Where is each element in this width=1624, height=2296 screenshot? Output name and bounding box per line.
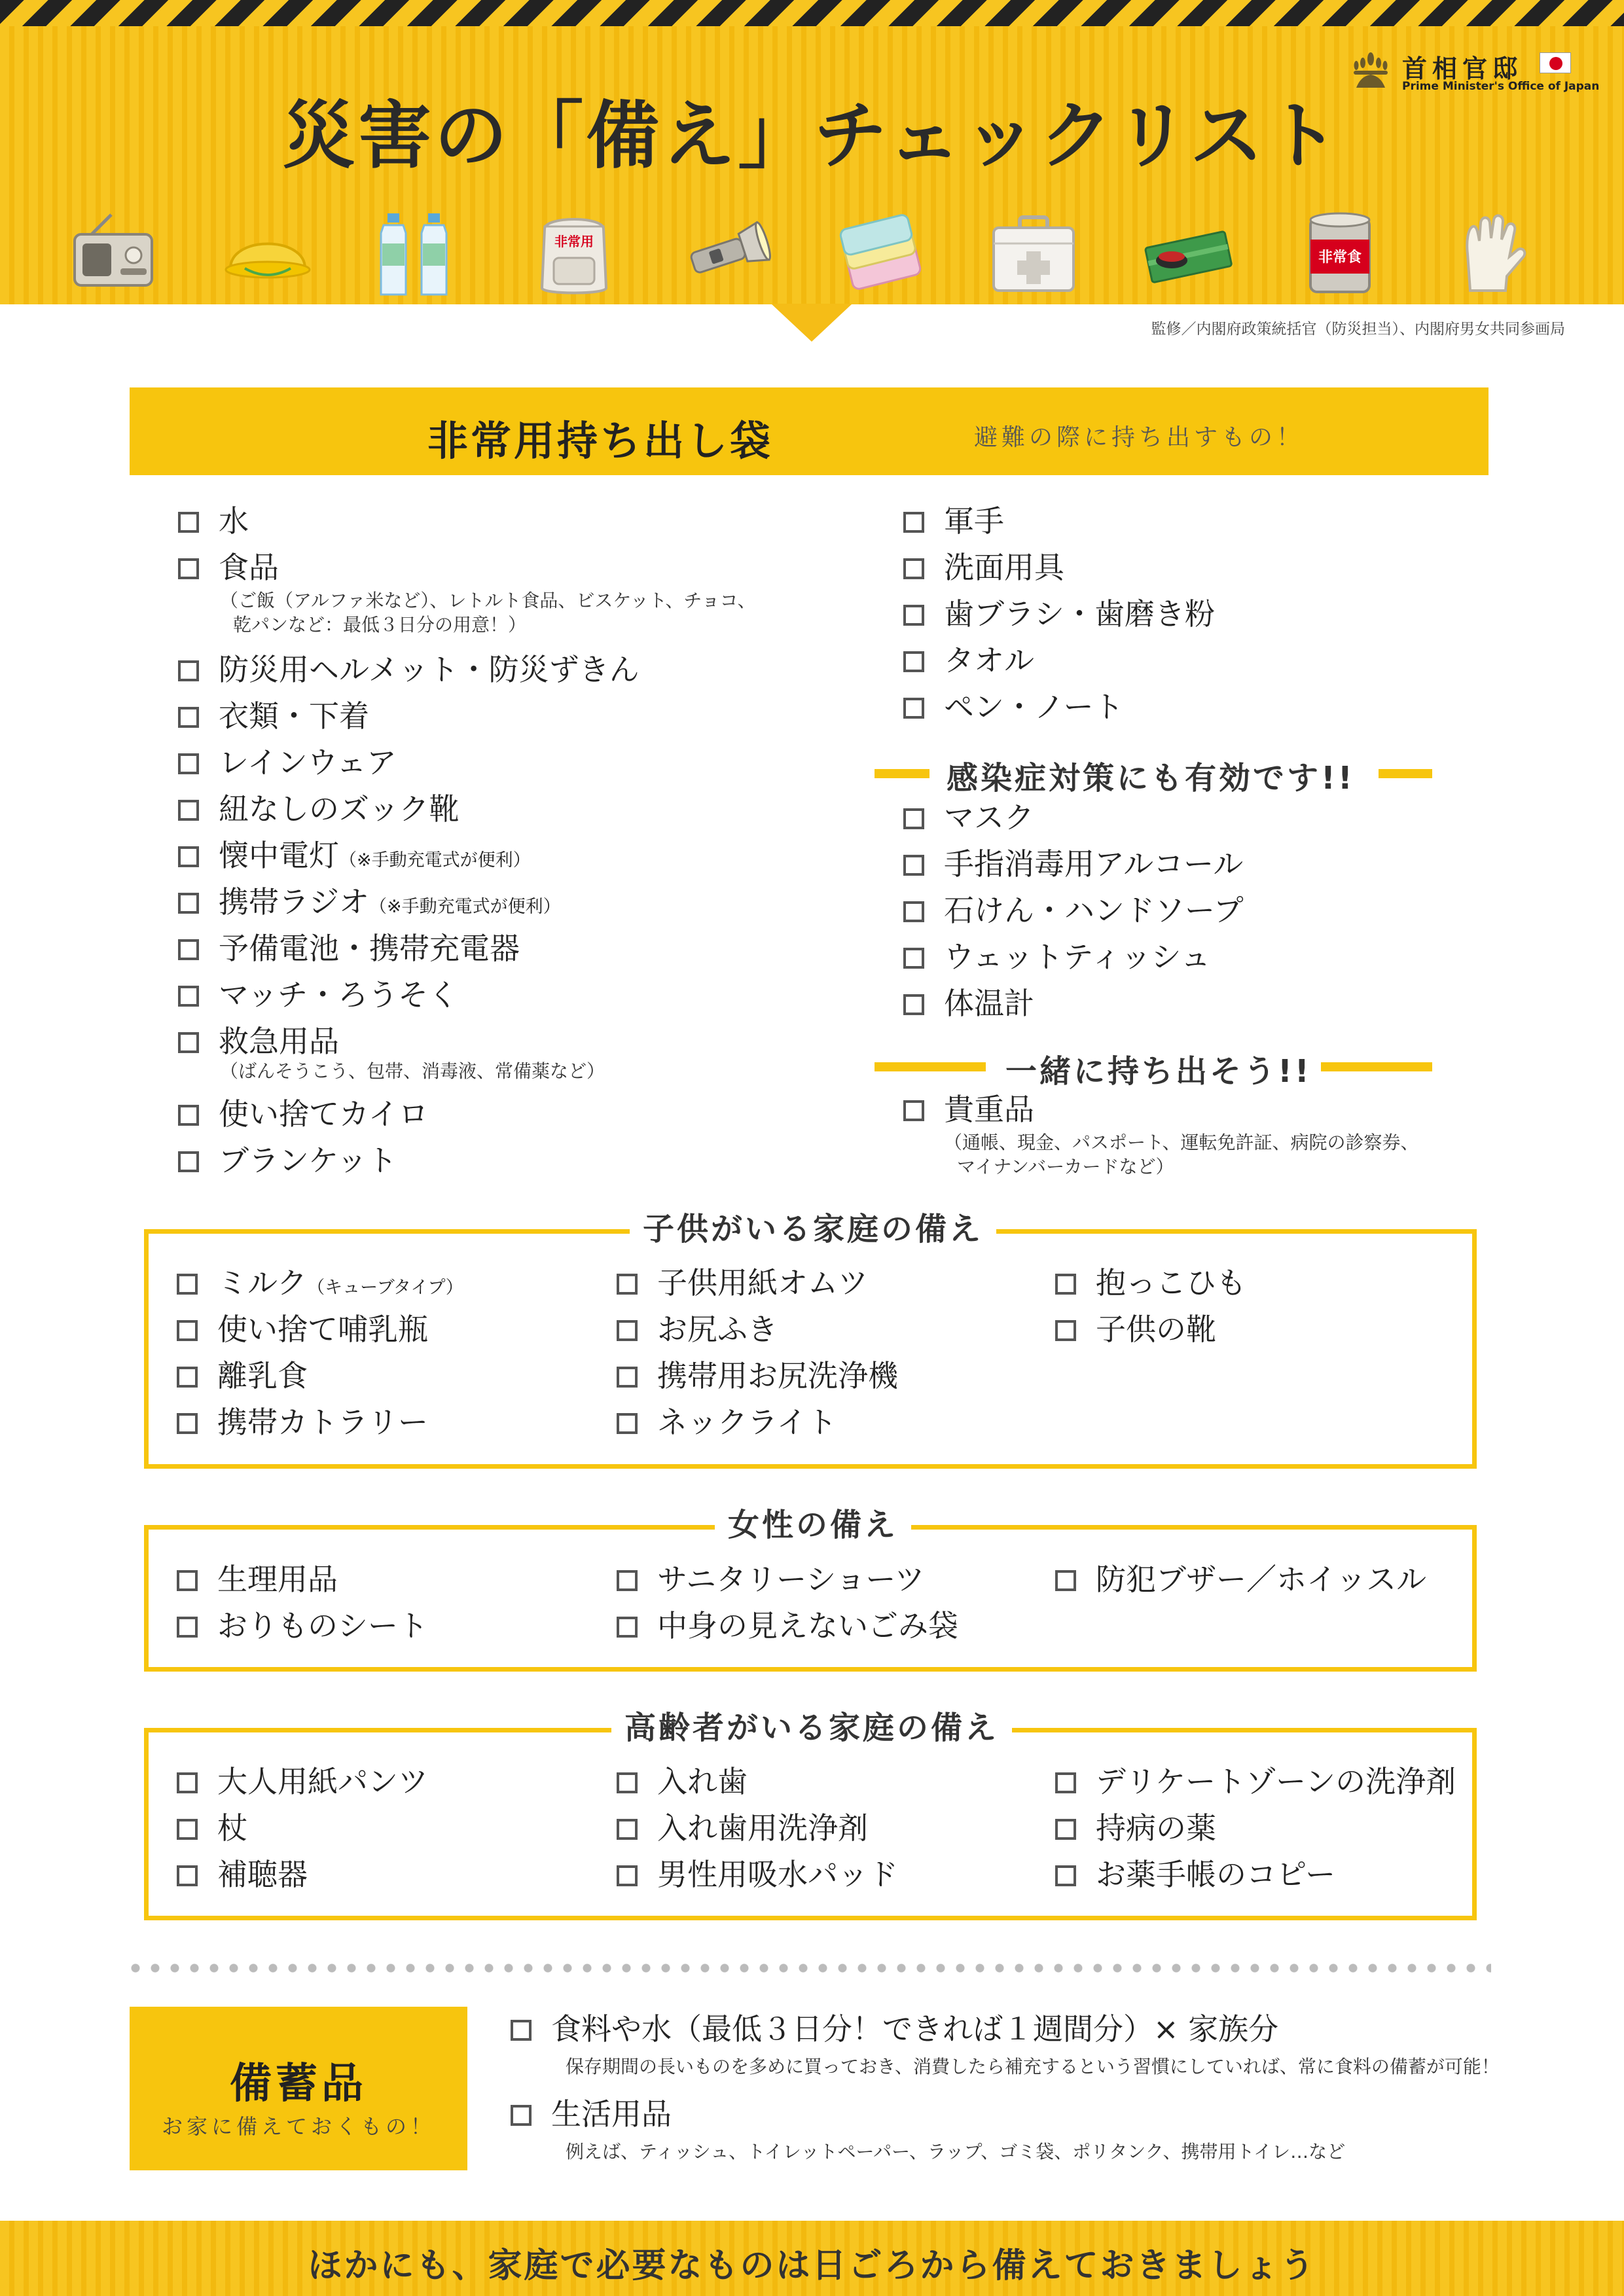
checkbox[interactable] — [178, 1032, 199, 1053]
radio-icon — [65, 203, 164, 301]
checkbox[interactable] — [617, 1367, 638, 1388]
checkbox[interactable] — [617, 1865, 638, 1886]
checkbox[interactable] — [617, 1772, 638, 1793]
work-gloves-icon — [1444, 203, 1542, 301]
emergency-backpack-icon — [525, 203, 623, 301]
checkbox[interactable] — [178, 893, 199, 914]
women-section-title: 女性の備え — [715, 1505, 911, 1545]
checkbox[interactable] — [903, 605, 924, 626]
dotted-divider — [126, 1964, 1491, 1973]
checkbox[interactable] — [617, 1274, 638, 1295]
checkbox[interactable] — [178, 512, 199, 533]
checkbox[interactable] — [178, 939, 199, 960]
flashlight-icon — [678, 203, 776, 301]
checkbox[interactable] — [903, 698, 924, 719]
supply-icons-row — [65, 203, 1558, 301]
checkbox[interactable] — [177, 1367, 198, 1388]
checkbox[interactable] — [1055, 1320, 1076, 1341]
can-label: 非常食 — [1318, 249, 1362, 266]
infection-subheader — [875, 753, 1432, 797]
emergency-bag-header — [130, 387, 1489, 475]
item-note: 乾パンなど：最低３日分の用意！） — [233, 614, 527, 636]
canned-food-icon — [1291, 203, 1389, 301]
stamp-and-bankbook-icon — [1138, 203, 1236, 301]
checkbox[interactable] — [903, 901, 924, 922]
checkbox[interactable] — [177, 1772, 198, 1793]
water-bottles-icon — [372, 203, 470, 301]
item-note: （通帳、現金、パスポート、運転免許証、病院の診察券、 — [944, 1132, 1419, 1153]
checkbox[interactable] — [903, 651, 924, 672]
checkbox[interactable] — [1055, 1819, 1076, 1840]
checkbox[interactable] — [177, 1413, 198, 1434]
supervision-credit: 監修／内閣府政策統括官（防災担当）、内閣府男女共同参画局 — [1151, 321, 1565, 338]
checkbox[interactable] — [1055, 1570, 1076, 1591]
checkbox[interactable] — [903, 512, 924, 533]
checkbox[interactable] — [177, 1819, 198, 1840]
checkbox[interactable] — [617, 1617, 638, 1638]
checkbox[interactable] — [903, 855, 924, 876]
stockpile-title: 備蓄品 — [230, 2060, 367, 2108]
together-subheader-text: 一緒に持ち出そう!! — [1005, 1053, 1312, 1090]
checkbox[interactable] — [178, 1151, 199, 1172]
checkbox[interactable] — [178, 986, 199, 1007]
helmet-icon — [219, 203, 317, 301]
item-note: （ご飯（アルファ米など）、レトルト食品、ビスケット、チョコ、 — [220, 590, 756, 611]
checkbox[interactable] — [617, 1320, 638, 1341]
children-section-title: 子供がいる家庭の備え — [630, 1210, 996, 1249]
elderly-section-title: 高齢者がいる家庭の備え — [611, 1708, 1012, 1748]
checkbox[interactable] — [177, 1274, 198, 1295]
checkbox[interactable] — [903, 1100, 924, 1121]
checkbox[interactable] — [903, 994, 924, 1015]
logo-japanese-text: 首相官邸 — [1402, 54, 1523, 83]
page-title: 災害の「備え」チェックリスト — [282, 94, 1342, 179]
logo-english-text: Prime Minister's Office of Japan — [1402, 80, 1600, 93]
checkbox[interactable] — [178, 707, 199, 728]
item-note: 保存期間の長いものを多めに買っておき、消費したら補充するという習慣にしていれば、常に食料の備蓄が可能！ — [566, 2056, 1500, 2077]
stockpile-subtitle: お家に備えておくもの！ — [161, 2114, 435, 2139]
item-note: （ばんそうこう、包帯、消毒液、常備薬など） — [220, 1060, 605, 1082]
together-subheader — [875, 1046, 1432, 1090]
checkbox[interactable] — [178, 660, 199, 681]
checkbox[interactable] — [511, 2020, 532, 2041]
checkbox[interactable] — [177, 1570, 198, 1591]
checkbox[interactable] — [178, 800, 199, 821]
item-small-note: （キューブタイプ） — [307, 1278, 463, 1298]
item-note: 例えば、ティッシュ、トイレットペーパー、ラップ、ゴミ袋、ポリタンク、携帯用トイレ…など — [566, 2141, 1346, 2162]
checkbox[interactable] — [903, 558, 924, 579]
hazard-stripe — [0, 0, 1624, 26]
emergency-bag-title: 非常用持ち出し袋 — [427, 417, 774, 465]
checkbox[interactable] — [177, 1617, 198, 1638]
checkbox[interactable] — [1055, 1274, 1076, 1295]
checkbox[interactable] — [1055, 1865, 1076, 1886]
item-note: マイナンバーカードなど） — [957, 1156, 1174, 1177]
checkbox[interactable] — [178, 558, 199, 579]
checkbox[interactable] — [178, 846, 199, 867]
first-aid-kit-icon — [984, 203, 1083, 301]
japan-flag-icon — [1540, 52, 1571, 73]
item-small-note: （※手動充電式が便利） — [369, 897, 561, 917]
checkbox[interactable] — [178, 753, 199, 774]
header-notch — [771, 304, 852, 342]
food-pack-icon — [831, 203, 929, 301]
footer-banner — [0, 2221, 1624, 2296]
infection-subheader-text: 感染症対策にも有効です!! — [947, 760, 1355, 797]
checkbox[interactable] — [177, 1865, 198, 1886]
checkbox[interactable] — [178, 1105, 199, 1126]
stockpile-label-box — [130, 2007, 467, 2170]
item-small-note: （※手動充電式が便利） — [339, 850, 531, 870]
checkbox[interactable] — [177, 1320, 198, 1341]
backpack-label: 非常用 — [554, 234, 594, 249]
checkbox[interactable] — [511, 2105, 532, 2126]
checkbox[interactable] — [617, 1570, 638, 1591]
checkbox[interactable] — [903, 808, 924, 829]
footer-text: ほかにも、家庭で必要なものは日ごろから備えておきましょう — [308, 2246, 1316, 2286]
women-section — [144, 1525, 1477, 1672]
checkbox[interactable] — [903, 948, 924, 969]
checkbox[interactable] — [1055, 1772, 1076, 1793]
checkbox[interactable] — [617, 1819, 638, 1840]
header-banner — [0, 0, 1624, 304]
checkbox[interactable] — [617, 1413, 638, 1434]
emergency-bag-subtitle: 避難の際に持ち出すもの！ — [974, 424, 1305, 451]
